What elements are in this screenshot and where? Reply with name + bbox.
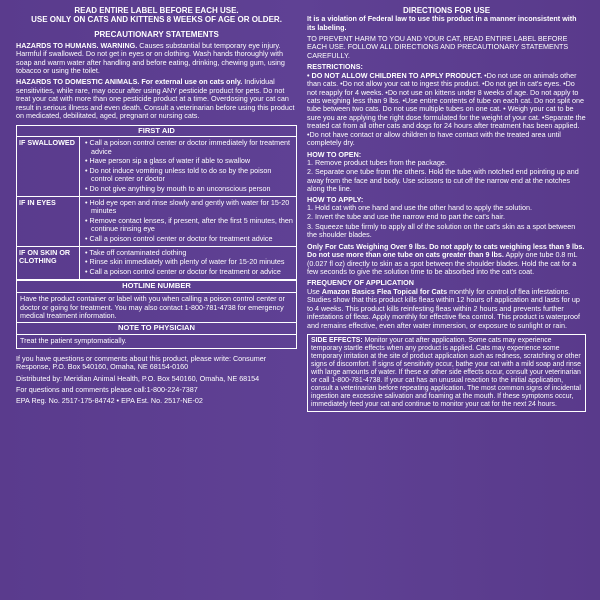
first-aid-table xyxy=(16,125,297,349)
precautionary-title: PRECAUTIONARY STATEMENTS xyxy=(94,30,219,40)
side-effects-box xyxy=(307,334,586,412)
over-9lbs-heading: Only For Cats Weighing Over 9 lbs. Do not apply to cats weighing less than 9 lbs. Do not use more than one tube on cats greater than 9 lbs. xyxy=(307,241,585,260)
first-aid-body xyxy=(80,247,296,279)
restrictions-heading: RESTRICTIONS: xyxy=(307,62,363,72)
header-line-1: READ ENTIRE LABEL BEFORE EACH USE. xyxy=(74,6,239,15)
first-aid-item: • Do not induce vomiting unless told to do so by the poison control center or doctor xyxy=(85,165,272,184)
apply-heading: HOW TO APPLY: xyxy=(307,194,364,204)
first-aid-item: • Call a poison control center or doctor for treatment advice xyxy=(85,233,273,243)
questions-text: If you have questions or comments about this product, please write: Consumer Response, P.O. Box 540160, Omaha, NE 68154-0160 xyxy=(16,353,267,372)
children-heading: • DO NOT ALLOW CHILDREN TO APPLY PRODUCT. xyxy=(307,70,483,80)
first-aid-item: • Do not give anything by mouth to an unconscious person xyxy=(85,183,271,193)
restrictions-text: •Do not use on animals other than cats. •Do not allow your cat to ingest this product. •Do not get in cat's eyes. •Do not reapply for 4 weeks. •Do not use on kittens under 8 weeks of age. Do not apply to cats weighing less than 9 lbs. •Use entire contents of tube on each cat. Do not split one tube between two cats. Do not use multiple tubes on one cat. • Weigh your cat to be sure you are applying the right dose formulated for the weight of your cat. •Separate the treated cat from all other cats and dogs for 24 hours after treatment has been applied. •Do not have contact or allow children to have contact with the treated area until completely dry. xyxy=(307,70,586,148)
first-aid-row-swallowed xyxy=(17,137,296,197)
hazards-animals-heading: HAZARDS TO DOMESTIC ANIMALS. For external use on cats only. xyxy=(16,77,243,87)
open-heading: HOW TO OPEN: xyxy=(307,149,362,159)
apply-step: 3. Squeeze tube firmly to apply all of the solution on the cat's skin as a spot between the shoulder blades. xyxy=(307,221,576,240)
first-aid-item: • Call a poison control center or doctor immediately for treatment advice xyxy=(85,138,291,156)
violation-text: It is a violation of Federal law to use this product in a manner inconsistent with its labeling. xyxy=(307,14,577,32)
distributed-text: Distributed by: Meridian Animal Health, P.O. Box 540160, Omaha, NE 68154 xyxy=(16,373,260,383)
apply-step: 1. Hold cat with one hand and use the other hand to apply the solution. xyxy=(307,203,532,213)
hazards-animals-text: Individual sensitivities, while rare, may occur after using ANY pesticide product for pets. Do not treat your cat with more than one pesticide product at a time. Overdosing your cat can result in serious illness and even death. Consult a veterinarian before using this product on medicated, debilitated, aged, pregnant or nursing cats. xyxy=(16,77,295,121)
open-step: 1. Remove product tubes from the package. xyxy=(307,157,447,167)
first-aid-row-skin xyxy=(17,247,296,280)
first-aid-label: IF SWALLOWED xyxy=(17,137,80,196)
open-step: 2. Separate one tube from the others. Hold the tube with notched end pointing up and away from the face and body. Use scissors to cut off the narrow end at the notches along the line. xyxy=(307,167,579,194)
first-aid-item: • Call a poison control center or doctor for treatment or advice xyxy=(85,266,281,276)
right-column xyxy=(307,6,586,412)
hotline-text: Have the product container or label with you when calling a poison control center or doctor or going for treatment. You may also contact 1-800-781-4738 for emergency medical treatment information. xyxy=(17,293,296,323)
first-aid-row-eyes xyxy=(17,197,296,247)
frequency xyxy=(307,288,586,330)
first-aid-label: IF IN EYES xyxy=(17,197,80,246)
first-aid-item: • Hold eye open and rinse slowly and gently with water for 15-20 minutes xyxy=(85,197,290,216)
frequency-brand: Amazon Basics Flea Topical for Cats xyxy=(321,286,448,296)
frequency-heading: FREQUENCY OF APPLICATION xyxy=(307,278,414,288)
side-effects-text: Monitor your cat after application. Some cats may experience temporary startle effects when any product is applied. Cats may experience some temporary irritation at the site of product application such as redness, scratching or other signs of discomfort. If signs of sensitivity occur, bathe your cat with a mild soap and rinse with large amounts of water. If these or other side effects occur, consult your veterinarian or call 1-800-781-4738. If your cat has an unusual reaction to the initial application, consult a veterinarian before repeating application. The most common signs of incidental ingestion are excessive salivation and foaming at the mouth. If these symptoms occur, immediately feed your cat and continue to monitor your cat for the next 24 hours. xyxy=(311,336,582,408)
hazards-humans-heading: HAZARDS TO HUMANS. WARNING. xyxy=(16,40,138,50)
first-aid-body xyxy=(80,137,296,196)
first-aid-label: IF ON SKIN OR CLOTHING xyxy=(17,247,80,279)
over-9lbs xyxy=(307,243,586,277)
left-column xyxy=(16,6,297,409)
over-9lbs-text: Apply one tube 0.8 mL (0.027 fl oz) directly to skin as a spot between the shoulder blades. Hold the cat for a few seconds to give the solution time to be absorbed into the cat's coat. xyxy=(307,250,578,276)
apply-steps xyxy=(307,204,586,240)
label-header xyxy=(16,6,297,24)
epa-text: EPA Reg. No. 2517-175-84742 • EPA Est. No. 2517-NE-02 xyxy=(16,396,203,406)
phone-text: For questions and comments please call:1-800-224-7387 xyxy=(16,385,198,395)
directions-title: DIRECTIONS FOR USE xyxy=(402,6,491,15)
frequency-pre: Use xyxy=(307,286,322,296)
hazards-humans-text: Causes substantial but temporary eye injury. Harmful if swallowed. Do not get in eyes or on clothing. Wash hands thoroughly with soap and warm water after handling and before eating, drinking, chewing gum, using tobacco or using the toilet. xyxy=(16,40,285,75)
hotline-title: HOTLINE NUMBER xyxy=(17,280,296,293)
physician-title: NOTE TO PHYSICIAN xyxy=(17,323,296,335)
apply-step: 2. Invert the tube and use the narrow end to part the cat's hair. xyxy=(307,212,505,222)
contact-info xyxy=(16,355,297,406)
first-aid-item: • Rinse skin immediately with plenty of water for 15-20 minutes xyxy=(85,257,285,267)
physician-text: Treat the patient symptomatically. xyxy=(20,336,127,346)
restrictions xyxy=(307,72,586,148)
hazards-animals xyxy=(16,78,297,120)
header-line-2: USE ONLY ON CATS AND KITTENS 8 WEEKS OF AGE OR OLDER. xyxy=(31,15,282,25)
open-steps xyxy=(307,159,586,194)
first-aid-item: • Remove contact lenses, if present, after the first 5 minutes, then continue rinsing eye xyxy=(85,215,293,234)
frequency-text: monthly for control of flea infestations. Studies show that this product kills fleas within 12 hours of application and lasts for up to 4 weeks. This product kills reinfesting fleas within 2 hours and prevents further infestations of fleas. Apply monthly for effective flea control. This product is waterproof and remains effective, even after water immersion, or exposure to sunlight or rain. xyxy=(307,286,580,330)
first-aid-item: • Have person sip a glass of water if able to swallow xyxy=(85,156,251,166)
prevent-text: TO PREVENT HARM TO YOU AND YOUR CAT, READ ENTIRE LABEL BEFORE EACH USE. FOLLOW ALL DIRECTIONS AND PRECAUTIONARY STATEMENTS CAREFULLY. xyxy=(307,34,569,60)
side-effects-heading: SIDE EFFECTS: xyxy=(311,336,363,344)
first-aid-item: • Take off contaminated clothing xyxy=(85,248,187,258)
first-aid-title: FIRST AID xyxy=(17,126,296,138)
first-aid-body xyxy=(80,197,296,246)
hazards-humans xyxy=(16,42,297,76)
